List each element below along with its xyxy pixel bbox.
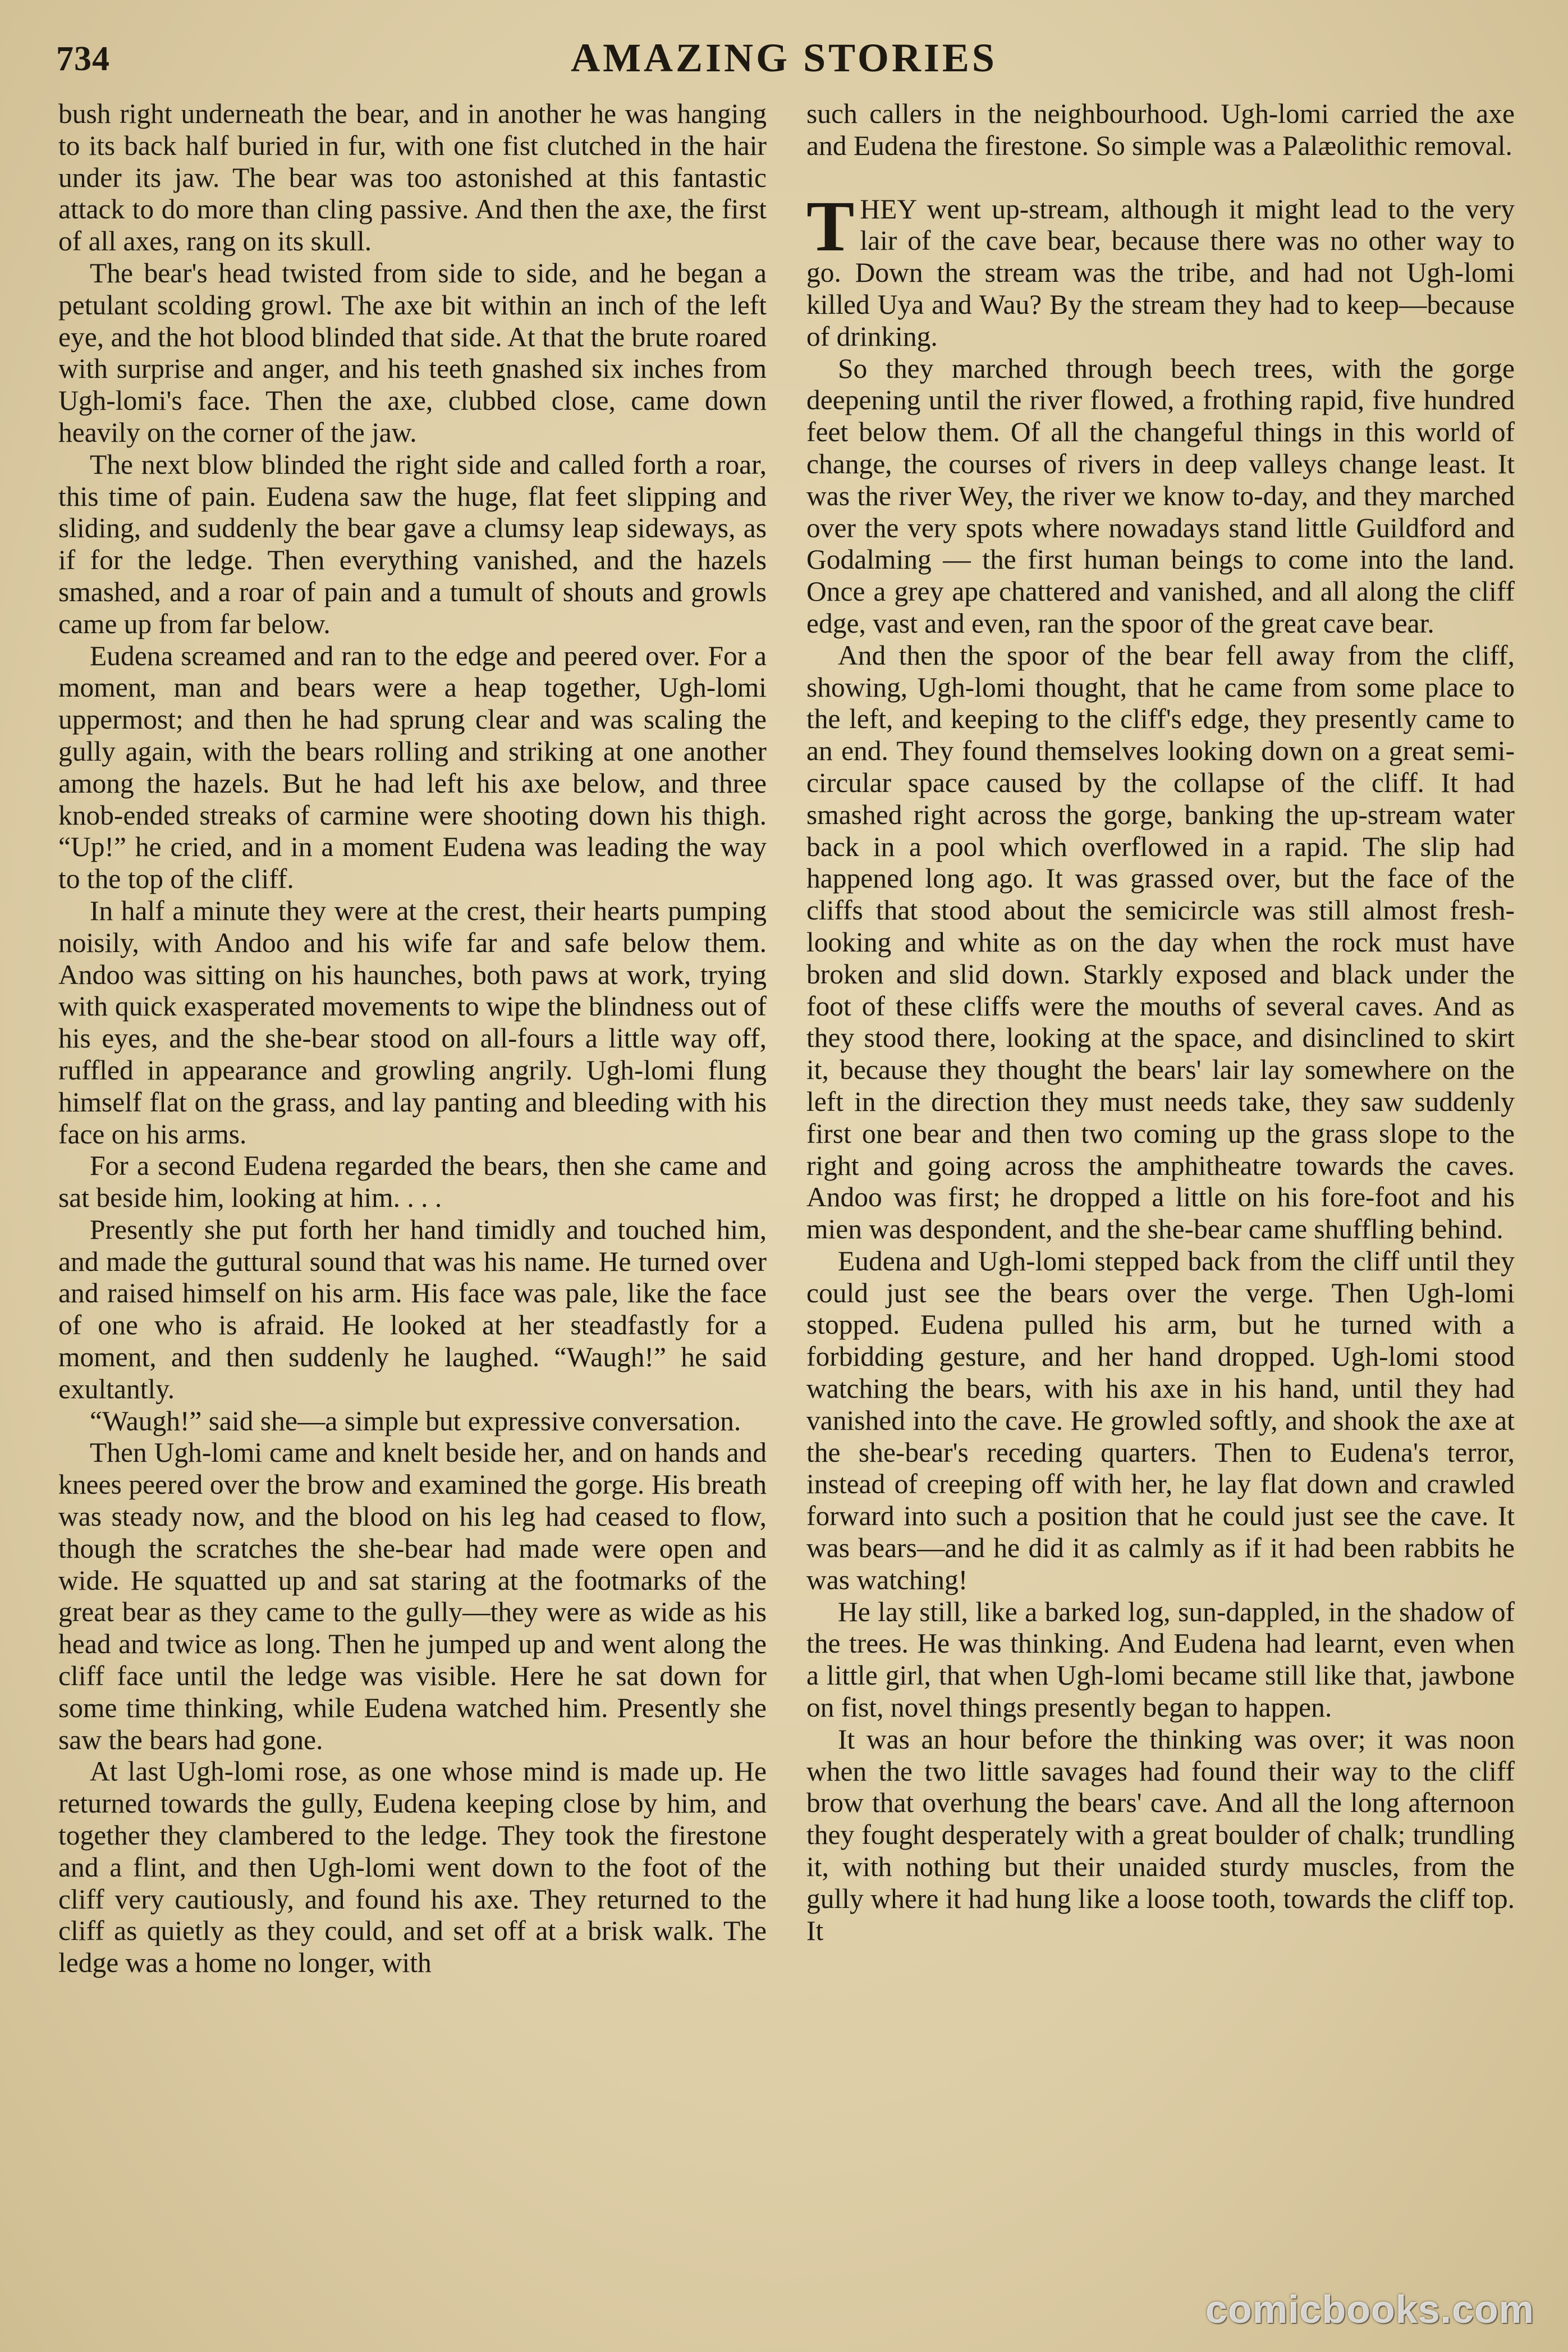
page-number: 734	[56, 40, 110, 78]
paragraph: In half a minute they were at the crest, their hearts pumping noisily, with Andoo and his wife far and safe below them. Andoo was sitting on his haunches, both paws at work, trying with quick exasperated movements to wipe the blindness out of his eyes, and the she-bear stood on all-fours a little way off, ruffled in appearance and growling angrily. Ugh-lomi flung himself flat on the grass, and lay panting and bleeding with his face on his arms.	[58, 895, 767, 1150]
paragraph: Presently she put forth her hand timidly and touched him, and made the guttural sound that was his name. He turned over and raised himself on his arm. His face was pale, like the face of one who is afraid. He looked at her steadfastly for a moment, and then suddenly he laughed. “Waugh!” he said exultantly.	[58, 1214, 767, 1404]
paragraph: The next blow blinded the right side and called forth a roar, this time of pain. Eudena saw the huge, flat feet slipping and sliding, and suddenly the bear gave a clumsy leap sideways, as if for the ledge. Then everything vanished, and the hazels smashed, and a roar of pain and a tumult of shouts and growls came up from far below.	[58, 449, 767, 639]
section-opening-text: HEY went up-stream, although it might lead to the very lair of the cave bear, because there was no other way to go. Down the stream was the tribe, and had not Ugh-lomi killed Uya and Wau? By the stream they had to keep—because of drinking.	[806, 193, 1515, 352]
paragraph: Eudena and Ugh-lomi stepped back from the cliff until they could just see the bears over the verge. Then Ugh-lomi stopped. Eudena pulled his arm, but he turned with a forbidding gesture, and her hand dropped. Ugh-lomi stood watching the bears, with his axe in his hand, until they had vanished into the cave. He growled softly, and shook the axe at the she-bear's receding quarters. Then to Eudena's terror, instead of creeping off with her, he lay flat down and crawled forward into such a position that he could just see the cave. It was bears—and he did it as calmly as if it had been rabbits he was watching!	[806, 1245, 1515, 1595]
paragraph: And then the spoor of the bear fell away from the cliff, showing, Ugh-lomi thought, that he came from some place to the left, and keeping to the cliff's edge, they presently came to an end. They found themselves looking down on a great semi-circular space caused by the collapse of the cliff. It had smashed right across the gorge, banking the up-stream water back in a pool which overflowed in a rapid. The slip had happened long ago. It was grassed over, but the face of the cliffs that stood about the semicircle was still almost fresh-looking and white as on the day when the rock must have broken and slid down. Starkly exposed and black under the foot of these cliffs were the mouths of several caves. And as they stood there, looking at the space, and disinclined to skirt it, because they thought the bears' lair lay somewhere on the left in the direction they must needs take, they saw suddenly first one bear and then two coming up the grass slope to the right and going across the amphitheatre towards the caves. Andoo was first; he dropped a little on his fore-foot and his mien was despondent, and the she-bear came shuffling behind.	[806, 639, 1515, 1245]
paragraph: So they marched through beech trees, with the gorge deepening until the river flowed, a frothing rapid, five hundred feet below them. Of all the changeful things in this world of change, the courses of rivers in deep valleys change least. It was the river Wey, the river we know to-day, and they marched over the very spots where nowadays stand little Guildford and Godalming — the first human beings to come into the land. Once a grey ape chattered and vanished, and all along the cliff edge, vast and even, ran the spoor of the great cave bear.	[806, 353, 1515, 639]
page-header	[56, 35, 1512, 85]
paragraph: bush right underneath the bear, and in another he was hanging to its back half buried in fur, with one fist clutched in the hair under its jaw. The bear was too astonished at this fantastic attack to do more than cling passive. And then the axe, the first of all axes, rang on its skull.	[58, 98, 767, 257]
paragraph: “Waugh!” said she—a simple but expressive conversation.	[90, 1405, 741, 1436]
right-column	[806, 98, 1515, 1947]
magazine-title: AMAZING STORIES	[571, 35, 997, 80]
paragraph: He lay still, like a barked log, sun-dappled, in the shadow of the trees. He was thinking. And Eudena had learnt, even when a little girl, that when Ugh-lomi became still like that, jawbone on fist, novel things presently began to happen.	[806, 1596, 1515, 1723]
paragraph: Eudena screamed and ran to the edge and peered over. For a moment, man and bears were a heap together, Ugh-lomi uppermost; and then he had sprung clear and was scaling the gully again, with the bears rolling and striking at one another among the hazels. But he had left his axe below, and three knob-ended streaks of carmine were shooting down his thigh. “Up!” he cried, and in a moment Eudena was leading the way to the top of the cliff.	[58, 640, 767, 895]
section-opening-paragraph	[806, 186, 1515, 353]
drop-cap: T	[806, 186, 855, 266]
paragraph: such callers in the neighbourhood. Ugh-lomi carried the axe and Eudena the firestone. So simple was a Palæolithic removal.	[806, 98, 1515, 161]
left-column	[58, 98, 767, 1979]
paragraph: Then Ugh-lomi came and knelt beside her, and on hands and knees peered over the brow and examined the gorge. His breath was steady now, and the blood on his leg had ceased to flow, though the scratches the she-bear had made were open and wide. He squatted up and sat staring at the footmarks of the great bear as they came to the gully—they were as wide as his head and twice as long. Then he jumped up and went along the cliff face until the ledge was visible. Here he sat down for some time thinking, while Eudena watched him. Presently she saw the bears had gone.	[58, 1437, 767, 1755]
site-watermark: comicbooks.com	[1205, 2287, 1534, 2331]
paragraph: It was an hour before the thinking was over; it was noon when the two little savages had found their way to the cliff brow that overhung the bears' cave. And all the long afternoon they fought desperately with a great boulder of chalk; trundling it, with nothing but their unaided sturdy muscles, from the gully where it had hung like a loose tooth, towards the cliff top. It	[806, 1723, 1515, 1946]
paragraph: The bear's head twisted from side to side, and he began a petulant scolding growl. The axe bit within an inch of the left eye, and the hot blood blinded that side. At that the brute roared with surprise and anger, and his teeth gnashed six inches from Ugh-lomi's face. Then the axe, clubbed close, came down heavily on the corner of the jaw.	[58, 257, 767, 448]
paragraph: For a second Eudena regarded the bears, then she came and sat beside him, looking at him. . . .	[58, 1150, 767, 1214]
paragraph: At last Ugh-lomi rose, as one whose mind is made up. He returned towards the gully, Eudena keeping close by him, and together they clambered to the ledge. They took the firestone and a flint, and then Ugh-lomi went down to the foot of the cliff very cautiously, and found his axe. They returned to the cliff as quietly as they could, and set off at a brisk walk. The ledge was a home no longer, with	[58, 1756, 767, 1979]
